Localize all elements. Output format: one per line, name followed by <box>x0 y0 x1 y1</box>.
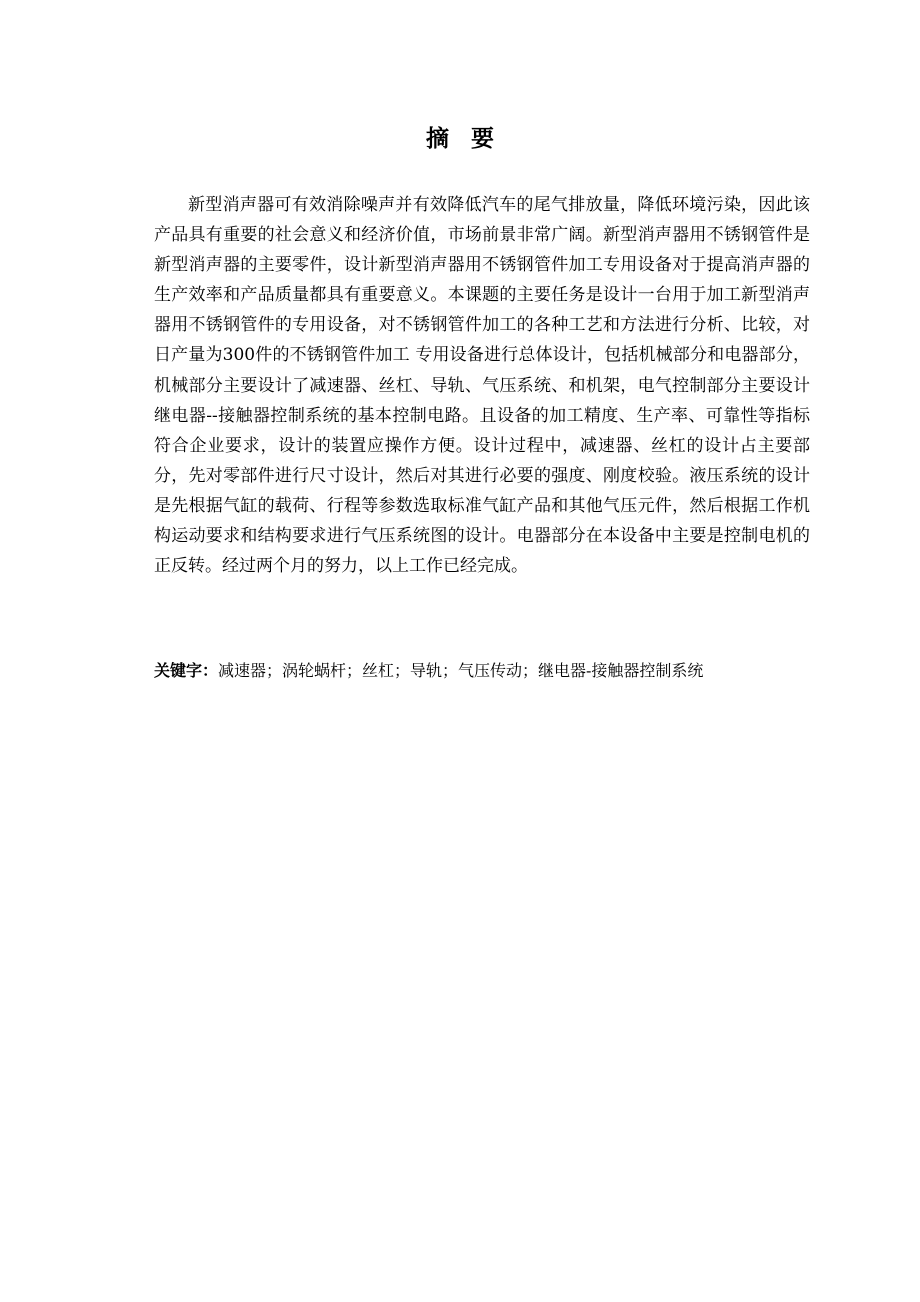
abstract-body: 新型消声器可有效消除噪声并有效降低汽车的尾气排放量，降低环境污染，因此该产品具有重要的社会意义和经济价值，市场前景非常广阔。新型消声器用不锈钢管件是新型消声器的主要零件，设计新型消声器用不锈钢管件加工专用设备对于提高消声器的生产效率和产品质量都具有重要意义。本课题的主要任务是设计一台用于加工新型消声器用不锈钢管件的专用设备，对不锈钢管件加工的各种工艺和方法进行分析、比较，对日产量为300件的不锈钢管件加工 专用设备进行总体设计，包括机械部分和电器部分，机械部分主要设计了减速器、丝杠、导轨、气压系统、和机架，电气控制部分主要设计继电器--接触器控制系统的基本控制电路。且设备的加工精度、生产率、可靠性等指标符合企业要求，设计的装置应操作方便。设计过程中，减速器、丝杠的设计占主要部分，先对零部件进行尺寸设计，然后对其进行必要的强度、刚度校验。液压系统的设计是先根据气缸的载荷、行程等参数选取标准气缸产品和其他气压元件，然后根据工作机构运动要求和结构要求进行气压系统图的设计。电器部分在本设备中主要是控制电机的正反转。经过两个月的努力，以上工作已经完成。 <box>154 195 810 577</box>
keywords-label: 关键字： <box>154 661 219 680</box>
keywords-line <box>154 659 814 683</box>
abstract-title: 摘要 <box>426 125 516 152</box>
keywords-text: 减速器；涡轮蜗杆；丝杠；导轨；气压传动；继电器-接触器控制系统 <box>218 661 704 680</box>
